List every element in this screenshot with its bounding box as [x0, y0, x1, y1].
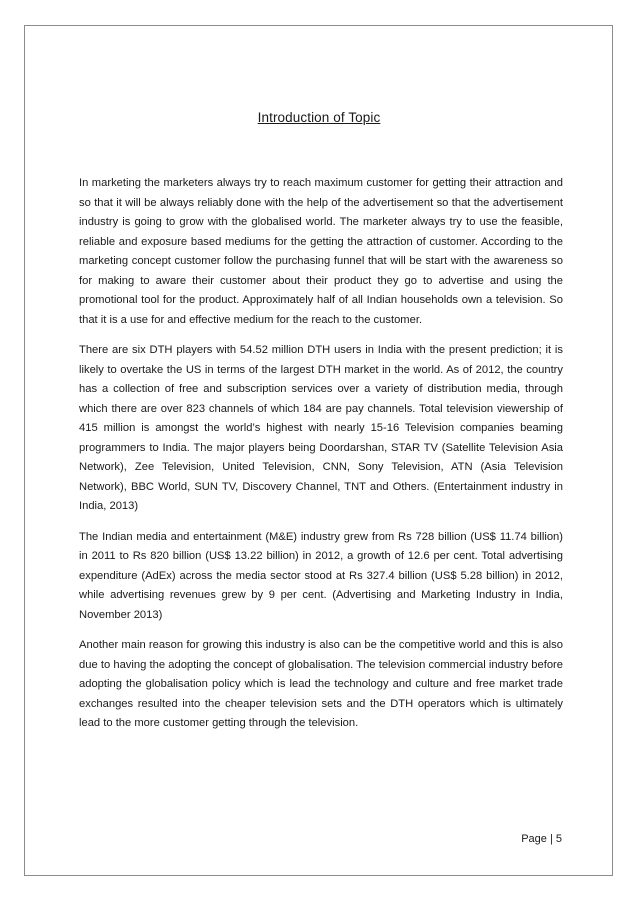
paragraph-dth-players: There are six DTH players with 54.52 million DTH users in India with the present prediction; it is likely to overtake the US in terms of the largest DTH market in the world. As of 2012, the country has a collection of free and subscription services over a variety of distribution media, through which there are over 823 channels of which 184 are pay channels. Total television viewership of 415 million is amongst the world’s highest with nearly 15-16 Television companies beaming programmers to India. The major players being Doordarshan, STAR TV (Satellite Television Asia Network), Zee Television, United Television, CNN, Sony Television, ATN (Asia Television Network), BBC World, SUN TV, Discovery Channel, TNT and Others. (Entertainment industry in India, 2013)	[79, 344, 563, 512]
page-title: Introduction of Topic	[257, 110, 381, 125]
page-number: Page | 5	[521, 833, 562, 845]
paragraph-globalisation: Another main reason for growing this industry is also can be the competitive world and this is also due to having the adopting the concept of globalisation. The television commercial industry before adopting the globalisation policy which is lead the technology and culture and free market trade exchanges resulted into the cheaper television sets and the DTH operators which is ultimately lead to the more customer getting through the television.	[79, 639, 563, 729]
paragraph-marketing: In marketing the marketers always try to reach maximum customer for getting their attraction and so that it will be always reliably done with the help of the advertisement so that the advertisement industry is going to grow with the globalised world. The marketer always try to use the feasible, reliable and exposure based mediums for the getting the attraction of customer. According to the marketing concept customer follow the purchasing funnel that will be start with the awareness so for making to aware their customer about their product they go to advertise and using the promotional tool for the product. Approximately half of all Indian households own a television. So that it is a use for and effective medium for the reach to the customer.	[79, 177, 563, 326]
body-text	[79, 174, 563, 745]
paragraph-media-industry: The Indian media and entertainment (M&E) industry grew from Rs 728 billion (US$ 11.74 billion) in 2011 to Rs 820 billion (US$ 13.22 billion) in 2012, a growth of 12.6 per cent. Total advertising expenditure (AdEx) across the media sector stood at Rs 327.4 billion (US$ 5.28 billion) in 2012, while advertising revenues grew by 9 per cent. (Advertising and Marketing Industry in India, November 2013)	[79, 530, 563, 621]
